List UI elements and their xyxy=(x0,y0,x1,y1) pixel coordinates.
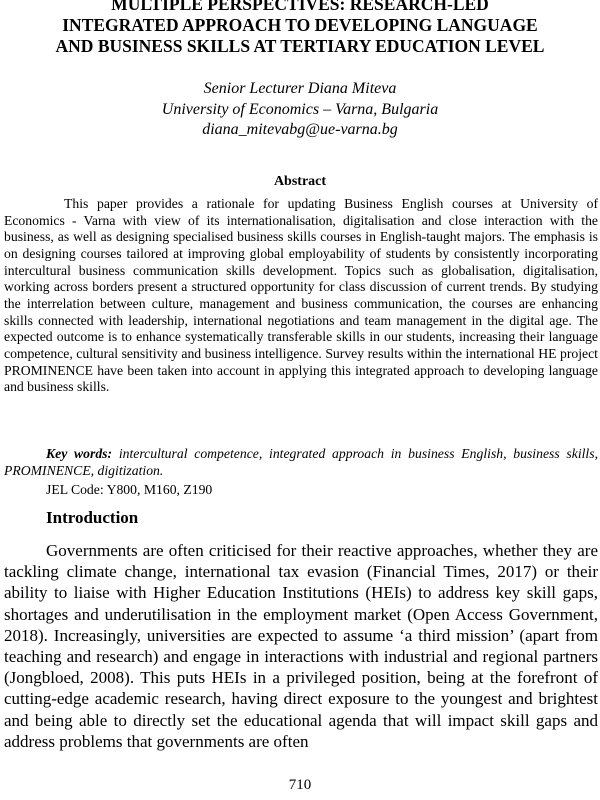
page-number: 710 xyxy=(288,777,312,793)
introduction-text: Governments are often criticised for their reactive approaches, whether they are tackling climate change, international tax evasion (Financial Times, 2017) or their ability to liaise with Higher Education Institutions (HEIs) to address key skill gaps, shortages and underutilisation in the employment market (Open Access Government, 2018). Increasingly, universities are expected to assume ‘a third mission’ (apart from teaching and research) and engage in interactions with industrial and regional partners (Jongbloed, 2008). This puts HEIs in a privileged position, being at the forefront of cutting-edge academic research, having direct exposure to the youngest and brightest and being able to directly set the educational agenda that will impact skill gaps and address problems that governments are often xyxy=(4,541,598,751)
title-line: INTEGRATED APPROACH TO DEVELOPING LANGUAGE xyxy=(62,15,538,35)
title-line: AND BUSINESS SKILLS AT TERTIARY EDUCATION LEVEL xyxy=(55,36,545,56)
author-block xyxy=(0,79,600,141)
keywords xyxy=(4,446,598,479)
keywords-label: Key words: xyxy=(46,446,113,461)
author-name: Senior Lecturer Diana Miteva xyxy=(203,80,397,97)
title-line: MULTIPLE PERSPECTIVES: RESEARCH-LED xyxy=(111,0,489,14)
author-affiliation: University of Economics – Varna, Bulgaria xyxy=(161,100,439,118)
abstract-text: This paper provides a rationale for updating Business English courses at University of Economics - Varna with view of its internationalisation, digitalisation and close interaction with the business, as well as designing specialised business skills courses in English-taught majors. The emphasis is on designing courses tailored at improving global employability of students by consistently incorporating intercultural business communication skills development. Topics such as globalisation, digitalisation, working across borders present a structured opportunity for class discussion of current trends. By studying the interrelation between culture, management and business communication, the courses are enhancing skills connected with leadership, international negotiations and team management in the digital age. The expected outcome is to enhance systematically transferable skills in our students, increasing their language competence, cultural sensitivity and business intelligence. Survey results within the international HE project PROMINENCE have been taken into account in applying this integrated approach to developing language and business skills. xyxy=(4,196,598,395)
paper-title xyxy=(0,0,600,57)
keywords-text: intercultural competence, integrated approach in business English, business skills, PROMINENCE, digitization. xyxy=(4,446,598,478)
abstract-heading: Abstract xyxy=(273,174,327,189)
introduction-heading: Introduction xyxy=(46,508,139,527)
jel-code: JEL Code: Y800, M160, Z190 xyxy=(46,482,213,497)
author-email: diana_mitevabg@ue-varna.bg xyxy=(202,121,398,138)
